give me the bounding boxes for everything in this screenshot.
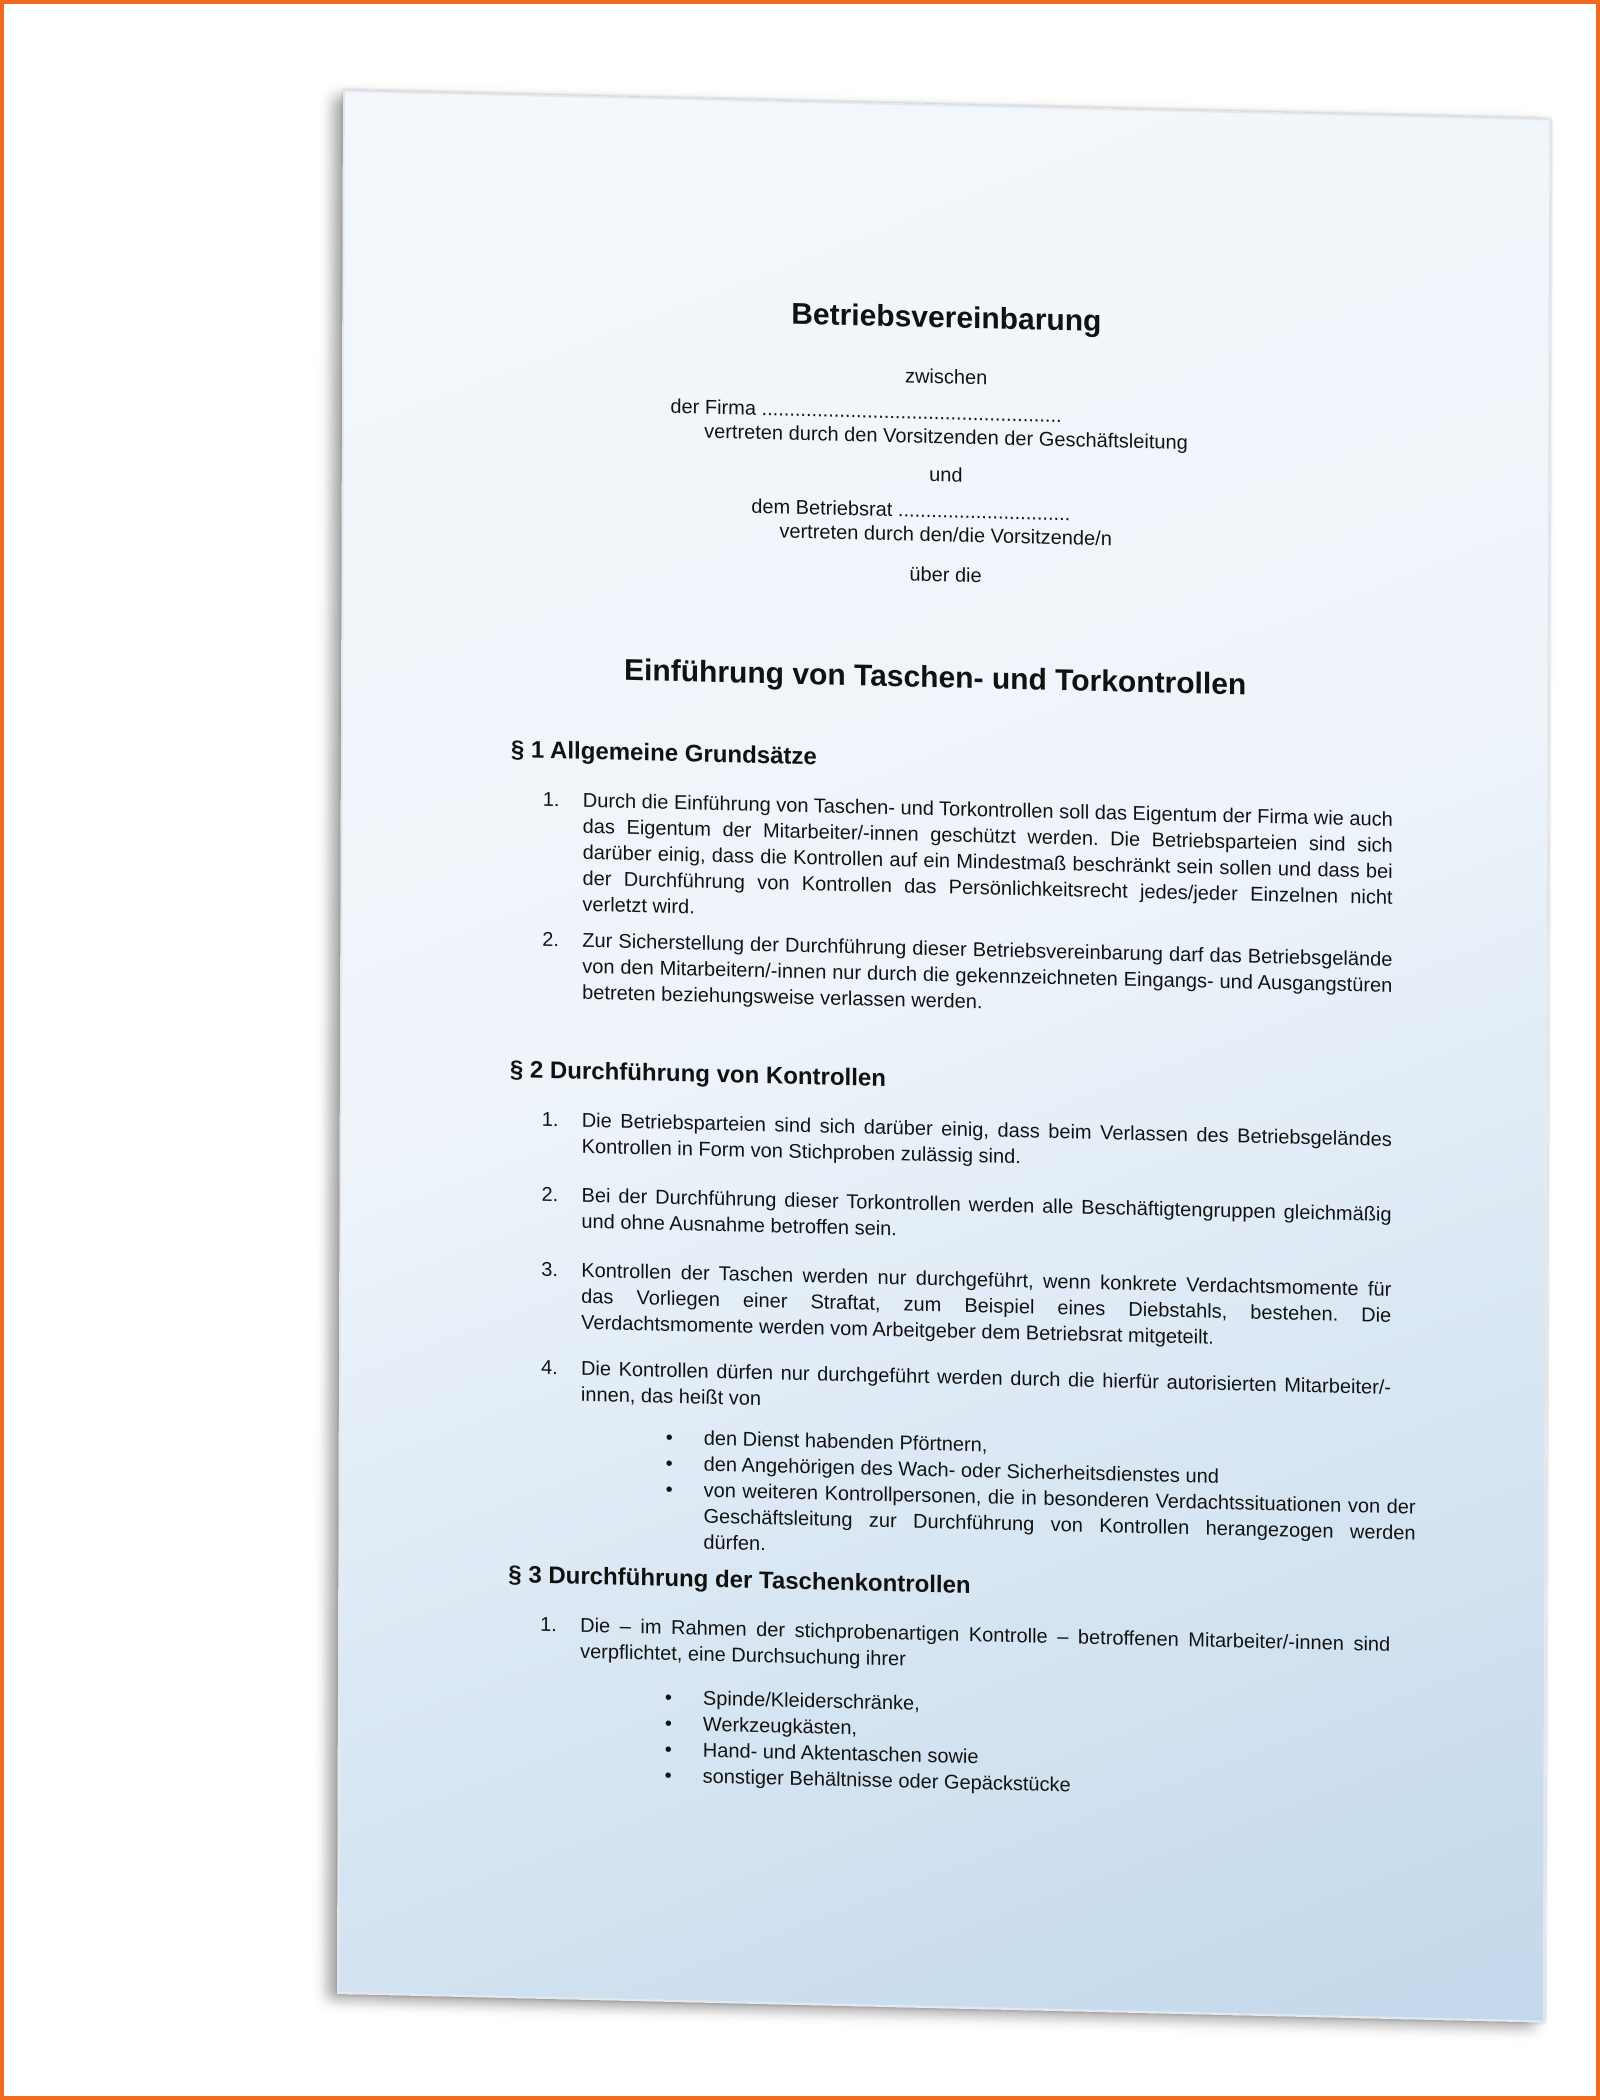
item-number: 2. — [542, 928, 560, 952]
item-number: 1. — [541, 1108, 559, 1132]
bullet-text: Werkzeugkästen, — [702, 1713, 858, 1740]
company-label: der Firma — [670, 395, 757, 420]
bullet-icon: • — [664, 1738, 672, 1761]
bullet-list — [665, 1685, 1415, 1807]
council-blank: ............................... — [897, 499, 1071, 526]
council-label: dem Betriebsrat — [751, 495, 893, 522]
list-item — [542, 927, 1392, 1025]
bullet-icon: • — [664, 1712, 672, 1735]
item-text: Bei der Durchführung dieser Torkontrollen werden alle Beschäftigtengruppen gleichmäßig und ohne Ausnahme betroffen sein. — [581, 1184, 1392, 1241]
section-heading: § 2 Durchführung von Kontrollen — [509, 1056, 886, 1092]
list-item — [542, 787, 1392, 937]
list-item — [541, 1182, 1391, 1254]
item-text: Die Betriebsparteien sind sich darüber einig, dass beim Verlassen des Betriebsgeländes Kontrollen in Form von Stichproben zulässig sind. — [581, 1109, 1392, 1169]
section-heading: § 1 Allgemeine Grundsätze — [510, 736, 817, 771]
bullet-icon: • — [664, 1686, 672, 1709]
item-number: 2. — [541, 1183, 559, 1207]
list-item — [541, 1257, 1391, 1355]
company-representative: vertreten durch den Vorsitzenden der Geschäftsleitung — [704, 420, 1188, 455]
bullet-text: Hand- und Aktentaschen sowie — [702, 1739, 979, 1769]
bullet-icon: • — [665, 1426, 673, 1449]
item-text: Kontrollen der Taschen werden nur durchgeführt, wenn konkrete Verdachtsmomente für das Vorliegen einer Straftat, zum Beispiel eines Diebstahls, bestehen. Die Verdachtsmomente werden vom Arbeitgeber dem Betriebsrat mitgeteilt. — [581, 1259, 1392, 1349]
and-label: und — [929, 463, 963, 487]
item-number: 1. — [542, 788, 560, 812]
between-label: zwischen — [904, 365, 988, 390]
item-number: 3. — [541, 1258, 559, 1282]
item-number: 1. — [540, 1613, 557, 1637]
bullet-icon: • — [665, 1452, 673, 1475]
bullet-text: sonstiger Behältnisse oder Gepäckstücke — [702, 1765, 1071, 1797]
bullet-text: den Angehörigen des Wach- oder Sicherheitsdienstes und — [703, 1453, 1219, 1488]
item-text: Die Kontrollen dürfen nur durchgeführt werden durch die hierfür autorisierten Mitarbeiter/-innen, das heißt von — [580, 1357, 1392, 1411]
list-item — [542, 1107, 1392, 1179]
item-number: 4. — [540, 1356, 558, 1380]
bullet-item — [665, 1477, 1415, 1573]
bullet-icon: • — [664, 1764, 672, 1787]
bullet-text: Spinde/Kleiderschränke, — [702, 1687, 920, 1715]
list-item — [540, 1612, 1390, 1684]
bullet-text: von weiteren Kontrollpersonen, die in besonderen Verdachtssituationen von der Geschäftsleitung zur Durchführung von Kontrollen herangezogen werden dürfen. — [703, 1479, 1416, 1556]
item-text: Die – im Rahmen der stichprobenartigen Kontrolle – betroffenen Mitarbeiter/-innen sind verpflichtet, eine Durchsuchung ihrer — [580, 1614, 1391, 1671]
bullet-list — [665, 1425, 1415, 1573]
council-representative: vertreten durch den/die Vorsitzende/n — [779, 520, 1112, 551]
item-text: Durch die Einführung von Taschen- und Torkontrollen soll das Eigentum der Firma wie auch das Eigentum der Mitarbeiter/-innen geschützt werden. Die Betriebsparteien sind sich darüber einig, dass die Kontrollen auf ein Mindestmaß beschränkt sein sollen und dass bei der Durchführung von Kontrollen das Persönlichkeitsrecht jedes/jeder Einzelnen nicht verletzt wird. — [582, 789, 1393, 919]
section-heading: § 3 Durchführung der Taschenkontrollen — [508, 1561, 971, 1599]
about-label: über die — [909, 563, 982, 588]
list-item — [541, 1355, 1391, 1427]
company-blank: ...................................................... — [761, 397, 1062, 428]
bullet-icon: • — [665, 1478, 673, 1501]
bullet-text: den Dienst habenden Pförtnern, — [703, 1427, 988, 1457]
document-title: Betriebsvereinbarung — [791, 297, 1102, 338]
item-text: Zur Sicherstellung der Durchführung dieser Betriebsvereinbarung darf das Betriebsgelände von den Mitarbeitern/-innen nur durch die gekennzeichneten Eingangs- und Ausgangstüren betreten beziehungsweise verlassen werden. — [582, 929, 1393, 1014]
document-subject: Einführung von Taschen- und Torkontrollen — [624, 653, 1247, 702]
document-page — [337, 90, 1551, 2023]
